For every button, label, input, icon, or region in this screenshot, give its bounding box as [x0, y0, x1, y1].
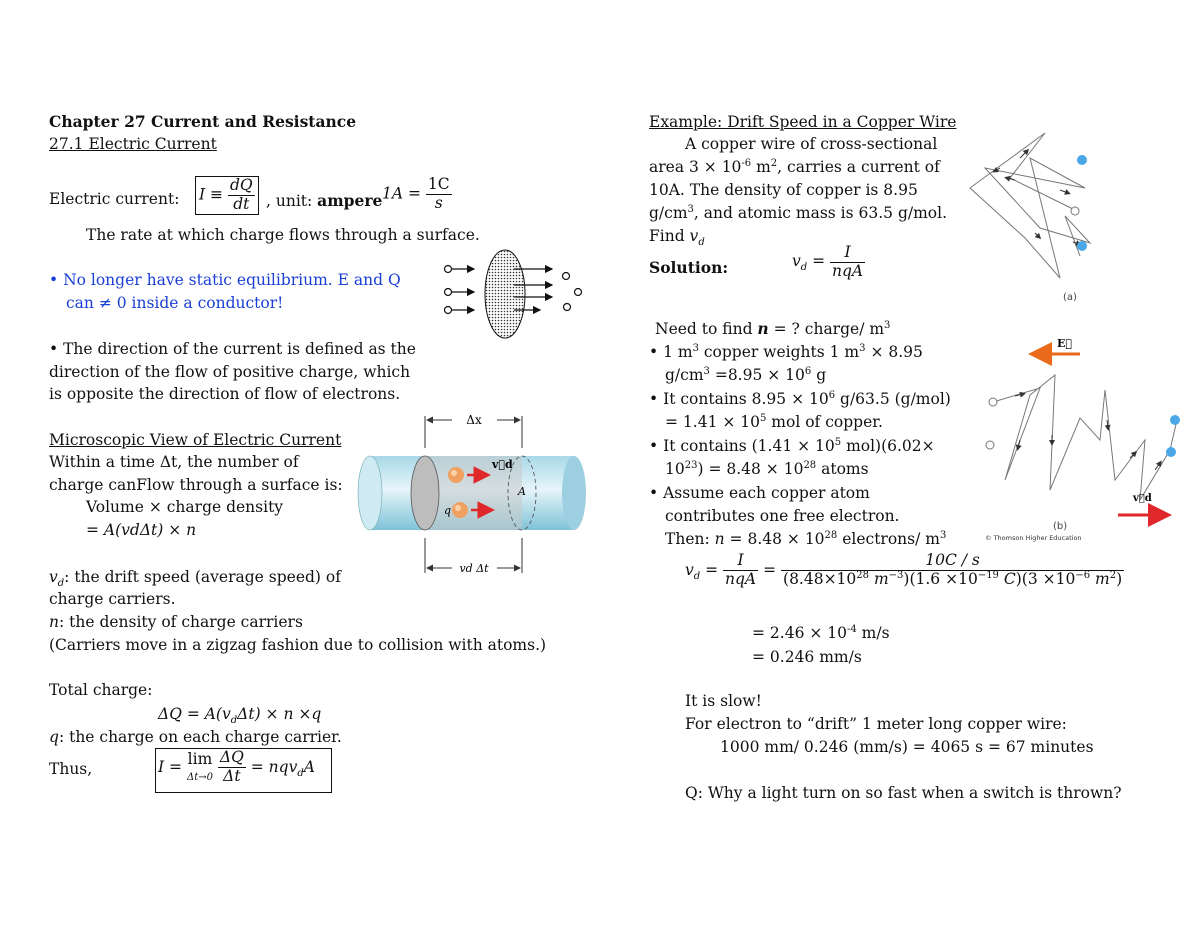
- big-den-2: ($8.48\times 10^{28}$ $m^{-3})(1.6 \times 10^{-19}$ $C)(3 \times 10^{-6}$ $m^2$): [783, 569, 1123, 588]
- limit-num: ΔQ: [219, 748, 244, 766]
- micro-line-1: Within a time Δt, the number of: [49, 453, 299, 471]
- direction-line-3: is opposite the direction of flow of electrons.: [49, 385, 401, 403]
- charge-flow-disk-figure: [440, 247, 590, 342]
- ampere-num: 1C: [427, 175, 450, 193]
- bullet-3b: $10^{23}) = 8.48 \times 10^{28}$ atoms: [665, 459, 869, 478]
- ampere-fraction: [426, 176, 452, 213]
- electric-current-label: Electric current:: [49, 190, 180, 208]
- bullet-4a: • Assume each copper atom: [649, 484, 870, 502]
- q-definition: q: the charge on each charge carrier.: [49, 728, 342, 746]
- formula-fraction: [228, 177, 255, 214]
- ampere-den: s: [434, 193, 443, 212]
- section-title: 27.1 Electric Current: [49, 135, 217, 153]
- need-line: Need to find n = ? charge/ $m^3$: [655, 319, 891, 338]
- unit-name: ampere: [317, 191, 383, 210]
- conductor-cylinder-figure: [352, 408, 592, 583]
- copyright-text: © Thomson Higher Education: [985, 534, 1082, 542]
- microscopic-view-title: Microscopic View of Electric Current: [49, 431, 342, 449]
- vd-definition-1: $v_d$: the drift speed (average speed) of: [49, 568, 341, 590]
- dq-formula: $\Delta Q = A(v_d\Delta t) \times n \times q$: [158, 705, 322, 727]
- problem-line-1: A copper wire of cross-sectional: [685, 135, 938, 153]
- calc-line: 1000 mm/ 0.246 (mm/s) = 4065 s = 67 minutes: [720, 738, 1094, 756]
- problem-line-4: $g/cm^3$, and atomic mass is 63.5 g/mol.: [649, 203, 948, 222]
- direction-line-1: • The direction of the current is defined as the: [49, 340, 416, 358]
- unit-text: unit:: [275, 192, 313, 210]
- result-line-2: = 0.246 mm/s: [752, 648, 862, 666]
- limit-den: Δt: [223, 766, 241, 785]
- current-limit-formula: I = lim Δt→0 $\frac{\Delta Q}{\Delta t}$ = nqv$_d$A: [155, 748, 332, 793]
- drift-speed-formula: $v_d$ = $\frac{I}{\text{nqA}}$ = $\frac{10C / s}{(8.48\times 10^{28} m^{-3})(1.6 \times 10^{-19} C)(3 \times 10^{-6} m^2)}$: [685, 551, 1123, 588]
- big-eq: =: [763, 561, 777, 580]
- volume-line: Volume × charge density: [86, 498, 284, 516]
- slow-note: It is slow!: [685, 692, 762, 710]
- formula-num: dQ: [229, 176, 253, 194]
- solution-num: I: [830, 244, 865, 263]
- big-frac-2: [781, 552, 1124, 589]
- formula-lhs: I ≡: [199, 185, 224, 204]
- solution-den: nqA: [832, 261, 864, 280]
- solution-fraction: [830, 244, 865, 281]
- blue-note-line2: can ≠ 0 inside a conductor!: [66, 294, 284, 312]
- current-definition-formula: [195, 176, 259, 215]
- total-charge-label: Total charge:: [49, 681, 153, 699]
- limit-fraction: [218, 749, 246, 786]
- fig-vd-label: v⃗d: [492, 458, 513, 471]
- drift-vd-label: v⃗d: [1133, 493, 1152, 504]
- bullet-4b: contributes one free electron.: [665, 507, 900, 525]
- limit-subscript: Δt→0: [186, 772, 213, 784]
- drift-line: For electron to “drift” 1 meter long copper wire:: [685, 715, 1067, 733]
- example-title: Example: Drift Speed in a Copper Wire: [649, 113, 957, 131]
- result-line-1: = $2.46 \times 10^{-4}$ m/s: [752, 623, 890, 642]
- blue-note-line1: • No longer have static equilibrium. E and Q: [49, 271, 401, 289]
- dx-label: Δx: [466, 413, 482, 427]
- bullet-2a: • It contains $8.95 \times 10^6$ g/63.5 (g/mol): [649, 389, 951, 408]
- bullet-4c: Then: $n = 8.48 \times 10^{28}$ electrons/ $m^3$: [665, 529, 947, 548]
- formula-den: dt: [233, 194, 250, 213]
- field-E-label: E⃗: [1057, 337, 1072, 350]
- fig-q-label: q: [444, 504, 452, 517]
- vd-dt-label: vd Δt: [459, 562, 489, 575]
- big-num-2: 10C / s: [781, 552, 1124, 571]
- fig-b-label: (b): [1053, 521, 1068, 532]
- problem-line-3: 10A. The density of copper is 8.95: [649, 181, 918, 199]
- direction-line-2: direction of the flow of positive charge, which: [49, 363, 411, 381]
- thus-label: Thus,: [49, 760, 93, 778]
- random-motion-figure-a: [965, 118, 1105, 308]
- problem-line-5: Find $v_d$: [649, 227, 705, 249]
- big-den-1: nqA: [725, 569, 757, 588]
- bullet-3a: • It contains ($1.41 \times 10^5$ mol)(6.02×: [649, 436, 935, 455]
- drift-motion-figure-b: [985, 330, 1190, 545]
- question-line: Q: Why a light turn on so fast when a switch is thrown?: [685, 784, 1122, 802]
- solution-formula: $v_d$ = $\frac{I}{\text{nqA}}$: [792, 243, 864, 280]
- micro-line-2: charge canFlow through a surface is:: [49, 476, 343, 494]
- zigzag-note: (Carriers move in a zigzag fashion due to collision with atoms.): [49, 636, 547, 654]
- volume-formula: = A(vdΔt) × n: [86, 521, 197, 539]
- bullet-2b: = $1.41 \times 10^5$ mol of copper.: [665, 412, 883, 431]
- ampere-lhs: 1A =: [382, 184, 421, 203]
- problem-line-2: area $3 \times 10^{-6}$ $m^2$, carries a current of: [649, 157, 940, 176]
- ampere-formula: [382, 176, 452, 213]
- chapter-title: Chapter 27 Current and Resistance: [49, 112, 357, 131]
- bullet-1b: $g/cm^3 =8.95 \times 10^6$ g: [665, 365, 827, 384]
- big-num-1: I: [723, 552, 758, 571]
- bullet-1a: • 1 $m^3$ copper weights 1 $m^3 \times 8.95$: [649, 342, 923, 361]
- big-frac-1: [723, 552, 758, 589]
- vd-definition-2: charge carriers.: [49, 590, 176, 608]
- unit-line: , unit: ampere: [266, 191, 383, 210]
- fig-area-label: A: [518, 485, 526, 498]
- solution-label: Solution:: [649, 258, 729, 277]
- n-definition: n: the density of charge carriers: [49, 613, 303, 631]
- rate-text: The rate at which charge flows through a surface.: [86, 226, 480, 244]
- fig-a-label: (a): [1063, 292, 1077, 303]
